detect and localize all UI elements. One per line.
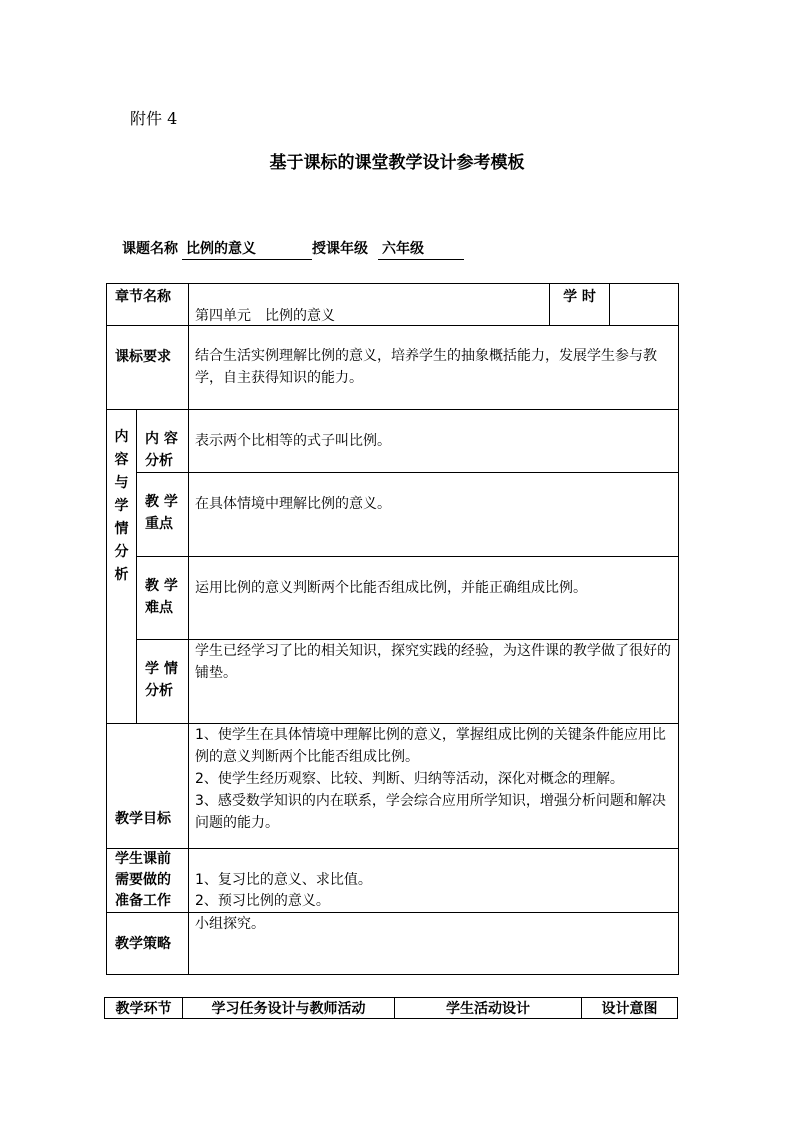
- difficulty-label-cell: [137, 557, 189, 640]
- content-value: 表示两个比相等的式子叫比例。: [195, 433, 391, 449]
- strategy-label: 教学策略: [115, 936, 171, 952]
- chapter-label-cell: [107, 284, 189, 326]
- attachment-label: 附件 4: [130, 109, 178, 128]
- standard-label-cell: [107, 326, 189, 410]
- content-label: 内 容分析: [145, 431, 178, 469]
- prep-item-2: 2、预习比例的意义。: [195, 893, 330, 909]
- difficulty-value: 运用比例的意义判断两个比能否组成比例，并能正确组成比例。: [195, 580, 587, 596]
- content-value-cell: [189, 410, 679, 473]
- prep-label-cell: [107, 849, 189, 913]
- prep-value-cell: [189, 849, 679, 913]
- chapter-value: 第四单元 比例的意义: [195, 308, 335, 324]
- student-label-cell: [137, 640, 189, 724]
- header-student-activity: 学生活动设计: [395, 998, 582, 1019]
- difficulty-value-cell: [189, 557, 679, 640]
- goal-item-3: 3、感受数学知识的内在联系，学会综合应用所学知识，增强分析问题和解决问题的能力。: [195, 793, 666, 831]
- hours-label-cell: [550, 284, 610, 326]
- goals-label-cell: [107, 724, 189, 849]
- difficulty-label: 教 学难点: [145, 578, 178, 616]
- header-design-intent: 设计意图: [582, 998, 678, 1019]
- key-label-cell: [137, 473, 189, 557]
- page-title: 基于课标的课堂教学设计参考模板: [269, 153, 525, 173]
- student-value-cell: [189, 640, 679, 724]
- goal-item-1: 1、使学生在具体情境中理解比例的意义，掌握组成比例的关键条件能应用比例的意义判断两个比能否组成比例。: [195, 727, 666, 765]
- student-value: 学生已经学习了比的相关知识，探究实践的经验，为这件课的教学做了很好的铺垫。: [195, 643, 671, 681]
- lesson-plan-table: [106, 283, 679, 975]
- header-stage: 教学环节: [105, 998, 183, 1019]
- grade-value: 六年级: [378, 238, 464, 260]
- standard-value-cell: [189, 326, 679, 410]
- goals-label: 教学目标: [115, 811, 171, 827]
- header-teacher-activity: 学习任务设计与教师活动: [183, 998, 395, 1019]
- standard-label: 课标要求: [115, 349, 171, 365]
- hours-value-cell: [610, 284, 679, 326]
- student-label: 学 情分析: [145, 661, 178, 699]
- strategy-value: 小组探究。: [195, 916, 265, 932]
- key-value-cell: [189, 473, 679, 557]
- key-label: 教 学重点: [145, 494, 178, 532]
- standard-value: 结合生活实例理解比例的意义，培养学生的抽象概括能力，发展学生参与教学，自主获得知识的能力。: [195, 348, 657, 386]
- prep-item-1: 1、复习比的意义、求比值。: [195, 872, 372, 888]
- content-label-cell: [137, 410, 189, 473]
- goal-item-2: 2、使学生经历观察、比较、判断、归纳等活动，深化对概念的理解。: [195, 771, 624, 787]
- topic-value: 比例的意义: [182, 238, 312, 260]
- hours-label: 学 时: [563, 289, 596, 305]
- strategy-label-cell: [107, 913, 189, 975]
- prep-label: 学生课前需要做的准备工作: [115, 851, 171, 909]
- strategy-value-cell: [189, 913, 679, 975]
- chapter-label: 章节名称: [115, 289, 171, 305]
- chapter-value-cell: [189, 284, 550, 326]
- topic-label: 课题名称: [122, 241, 178, 257]
- grade-label: 授课年级: [312, 241, 368, 257]
- activity-header-table: [104, 997, 678, 1019]
- course-info-line: [122, 238, 464, 260]
- key-value: 在具体情境中理解比例的意义。: [195, 496, 391, 512]
- analysis-group-label: 内容与学情分析: [114, 429, 129, 583]
- analysis-group-cell: [107, 410, 137, 724]
- goals-value-cell: [189, 724, 679, 849]
